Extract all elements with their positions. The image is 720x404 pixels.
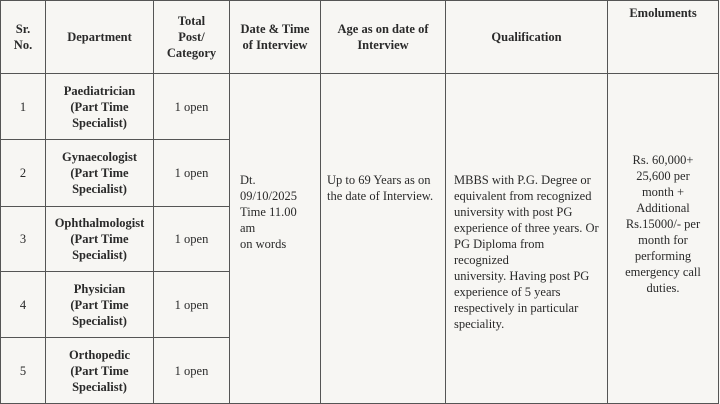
- header-age: Age as on date of Interview: [321, 1, 446, 74]
- header-total-post: Total Post/ Category: [154, 1, 230, 74]
- table-row: [1, 74, 719, 140]
- header-sr-no: Sr. No.: [1, 1, 46, 74]
- department-cell: Physician (Part Time Specialist): [46, 272, 154, 338]
- post-cell: 1 open: [154, 207, 230, 272]
- post-cell: 1 open: [154, 140, 230, 207]
- age-limit-cell: Up to 69 Years as on the date of Interview.: [321, 74, 446, 404]
- post-cell: 1 open: [154, 74, 230, 140]
- post-cell: 1 open: [154, 338, 230, 404]
- emoluments-cell: Rs. 60,000+ 25,600 per month + Additional Rs.15000/- per month for performing emergency call duties.: [608, 74, 719, 404]
- post-cell: 1 open: [154, 272, 230, 338]
- header-department: Department: [46, 1, 154, 74]
- department-cell: Ophthalmologist (Part Time Specialist): [46, 207, 154, 272]
- header-qualification: Qualification: [446, 1, 608, 74]
- department-cell: Paediatrician (Part Time Specialist): [46, 74, 154, 140]
- sr-no-cell: 3: [1, 207, 46, 272]
- sr-no-cell: 5: [1, 338, 46, 404]
- department-cell: Gynaecologist (Part Time Specialist): [46, 140, 154, 207]
- header-row: [1, 1, 719, 74]
- sr-no-cell: 2: [1, 140, 46, 207]
- interview-date-cell: Dt. 09/10/2025 Time 11.00 am on words: [230, 74, 321, 404]
- department-cell: Orthopedic (Part Time Specialist): [46, 338, 154, 404]
- header-emoluments: Emoluments: [608, 1, 719, 74]
- qualification-cell: MBBS with P.G. Degree or equivalent from recognized university with post PG experience of three years. Or PG Diploma from recognized university. Having post PG experience of 5 years respectively in particular speciality.: [446, 74, 608, 404]
- sr-no-cell: 1: [1, 74, 46, 140]
- header-date-time: Date & Time of Interview: [230, 1, 321, 74]
- sr-no-cell: 4: [1, 272, 46, 338]
